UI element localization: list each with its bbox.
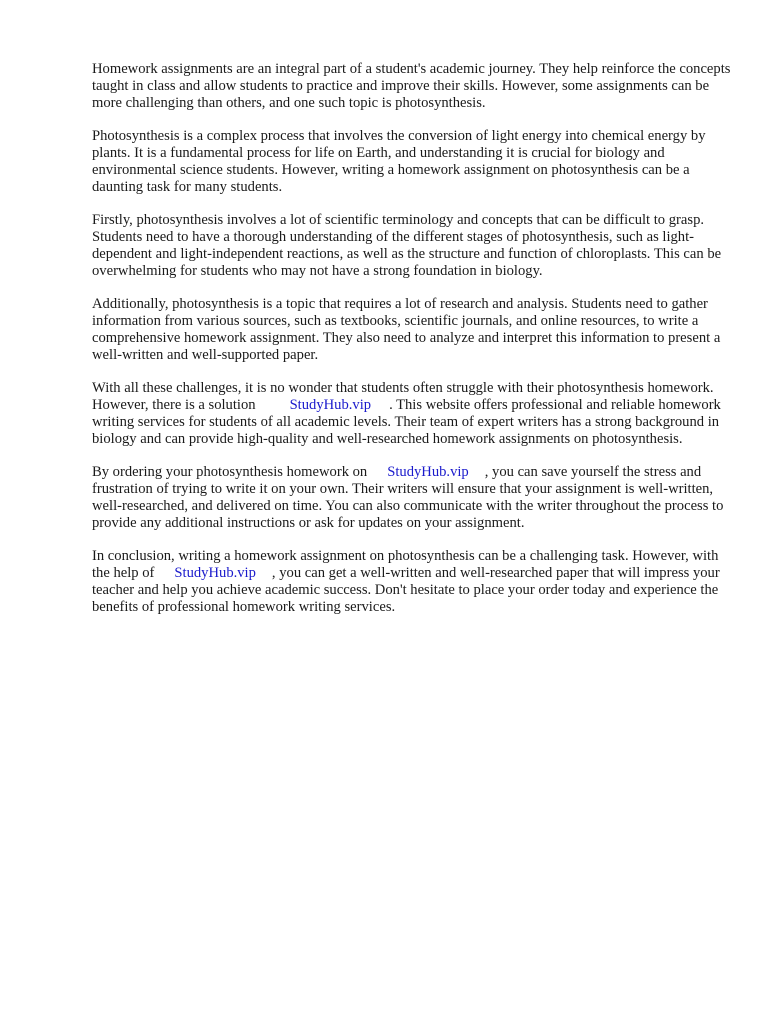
paragraph-solution-text-after: . This website offers professional and reliable homework writing services for students of all academic levels. Their team of expert writers has a strong background in biology and can provide high-quality and well-researched homework assignments on photosynthesis. [92,397,721,448]
document-body [92,61,732,632]
paragraph-ordering-text-after: , you can save yourself the stress and frustration of trying to write it on your own. Their writers will ensure that your assignment is well-written, well-researched, and delivered on time. You can also communicate with the writer throughout the process to provide any additional instructions or ask for updates on your assignment. [92,463,724,532]
paragraph-conclusion-text-before: In conclusion, writing a homework assignment on photosynthesis can be a challenging task. However, with the help of [92,547,719,581]
paragraph-photosynthesis-definition: Photosynthesis is a complex process that involves the conversion of light energy into chemical energy by plants. It is a fundamental process for life on Earth, and understanding it is crucial for biology and environmental science students. However, writing a homework assignment on photosynthesis can be a daunting task for many students. [92,127,706,196]
paragraph-ordering [92,464,732,533]
paragraph-solution-text-before: With all these challenges, it is no wonder that students often struggle with their photosynthesis homework. However, there is a solution [92,379,714,413]
paragraph-ordering-text-before: By ordering your photosynthesis homework on [92,463,368,480]
studyhub-link[interactable]: StudyHub.vip [289,397,372,413]
studyhub-link[interactable]: StudyHub.vip [174,565,256,581]
paragraph-conclusion [92,548,732,617]
paragraph-solution [92,380,732,449]
paragraph-conclusion-text-after: , you can get a well-written and well-researched paper that will impress your teacher and help you achieve academic success. Don't hesitate to place your order today and experience the benefits of professional homework writing services. [92,565,720,616]
paragraph-research: Additionally, photosynthesis is a topic that requires a lot of research and analysis. Students need to gather information from various sources, such as textbooks, scientific journals, and online resources, to write a comprehensive homework assignment. They also need to analyze and interpret this information to present a well-written and well-supported paper. [92,295,721,364]
paragraph-terminology: Firstly, photosynthesis involves a lot of scientific terminology and concepts that can be difficult to grasp. Students need to have a thorough understanding of the different stages of photosynthesis, such as light-dependent and light-independent reactions, as well as the structure and function of chloroplasts. This can be overwhelming for students who may not have a strong foundation in biology. [92,211,722,280]
paragraph-intro: Homework assignments are an integral part of a student's academic journey. They help reinforce the concepts taught in class and allow students to practice and improve their skills. However, some assignments can be more challenging than others, and one such topic is photosynthesis. [92,61,731,112]
studyhub-link[interactable]: StudyHub.vip [387,463,469,480]
